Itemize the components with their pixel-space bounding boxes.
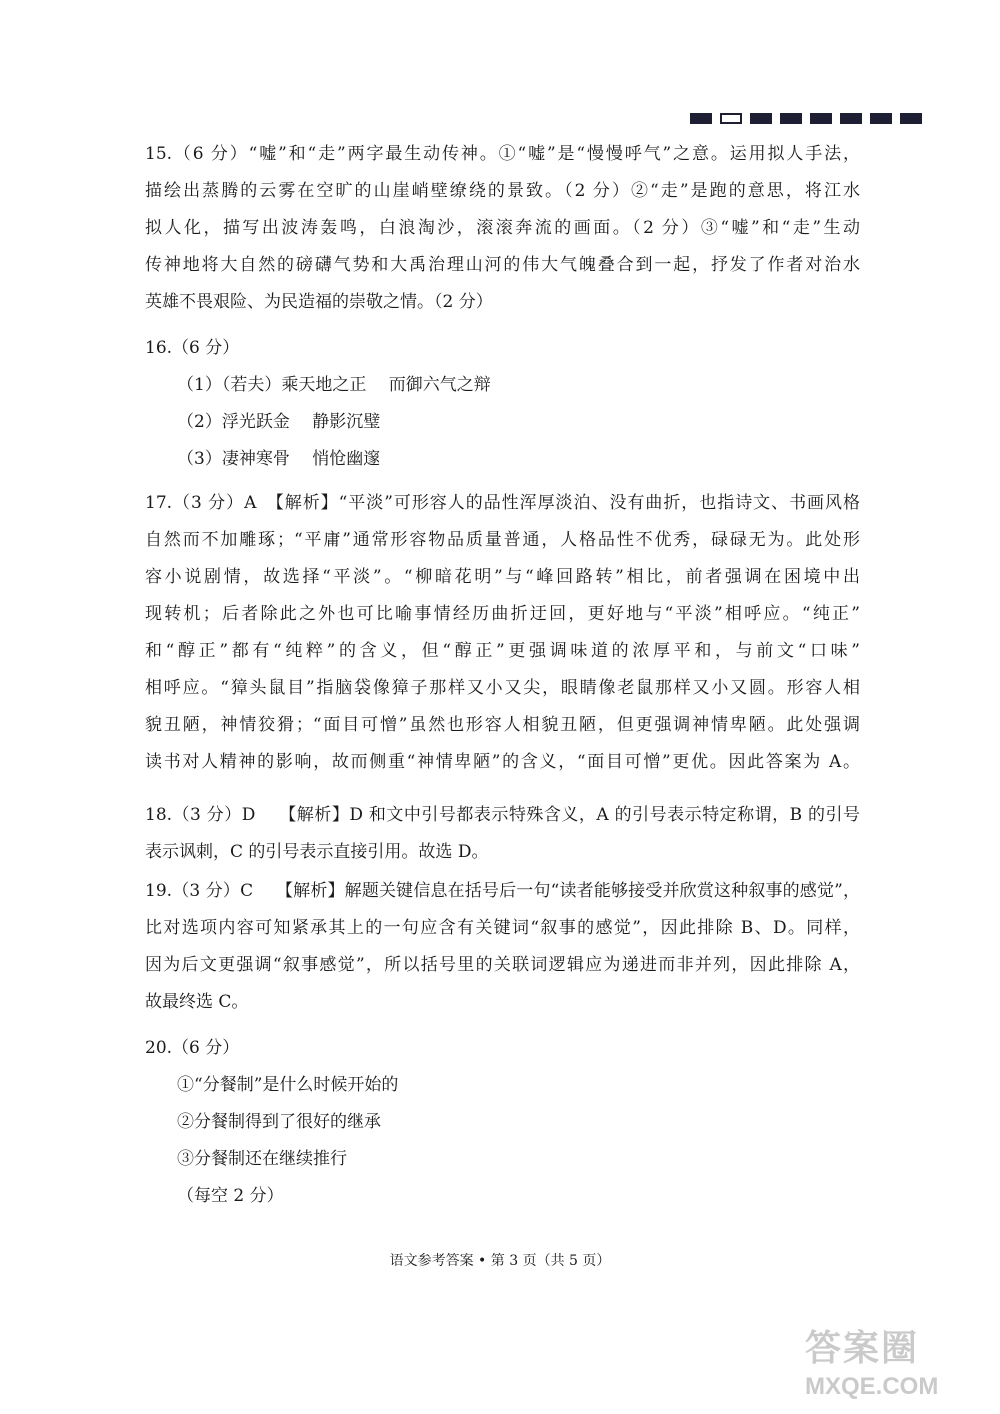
page-marker xyxy=(690,113,712,124)
answer-line: 因为后文更强调“叙事感觉”，所以括号里的关联词逻辑应为递进而非并列，因此排除 A， xyxy=(145,955,860,975)
answer-line: 18.（3 分）D 【解析】D 和文中引号都表示特殊含义，A 的引号表示特定称谓，B 的引号 xyxy=(145,805,860,825)
answer-heading: 20.（6 分） xyxy=(145,1038,240,1058)
watermark-text: 答案圈 xyxy=(805,1327,920,1369)
answer-item: ③分餐制还在继续推行 xyxy=(177,1149,347,1169)
answer-line: 描绘出蒸腾的云雾在空旷的山崖峭壁缭绕的景致。（2 分）②“走”是跑的意思，将江水 xyxy=(145,181,860,201)
answer-line: 现转机；后者除此之外也可比喻事情经历曲折迂回，更好地与“平淡”相呼应。“纯正” xyxy=(145,604,860,624)
answer-heading: 16.（6 分） xyxy=(145,338,240,358)
watermark-url: MXQE.COM xyxy=(805,1373,939,1400)
answer-16 xyxy=(145,330,860,478)
answer-line: 故最终选 C。 xyxy=(145,992,249,1012)
answer-17 xyxy=(145,485,860,781)
answer-line: 17.（3 分）A 【解析】“平淡”可形容人的品性浑厚淡泊、没有曲折，也指诗文、书画风格 xyxy=(145,493,860,513)
page-marker xyxy=(870,113,892,124)
answer-line: 传神地将大自然的磅礴气势和大禹治理山河的伟大气魄叠合到一起，抒发了作者对治水 xyxy=(145,255,860,275)
answer-item: ②分餐制得到了很好的继承 xyxy=(177,1112,381,1132)
answer-item: （1）（若夫）乘天地之正 而御六气之辩 xyxy=(177,375,491,395)
page-marker xyxy=(840,113,862,124)
page-marker-current xyxy=(720,113,742,124)
answer-line: 和“醇正”都有“纯粹”的含义，但“醇正”更强调味道的浓厚平和，与前文“口味” xyxy=(145,641,860,661)
page-marker xyxy=(750,113,772,124)
answer-line: 比对选项内容可知紧承其上的一句应含有关键词“叙事的感觉”，因此排除 B、D。同样， xyxy=(145,918,860,938)
answer-line: 貌丑陋，神情狡猾；“面目可憎”虽然也形容人相貌丑陋，但更强调神情卑陋。此处强调 xyxy=(145,715,860,735)
answer-line: 读书对人精神的影响，故而侧重“神情卑陋”的含义，“面目可憎”更优。因此答案为 A。 xyxy=(145,752,860,772)
answer-item: （2）浮光跃金 静影沉璧 xyxy=(177,412,381,432)
answer-15 xyxy=(145,136,860,321)
answer-line: 容小说剧情，故选择“平淡”。“柳暗花明”与“峰回路转”相比，前者强调在困境中出 xyxy=(145,567,860,587)
answer-line: 19.（3 分）C 【解析】解题关键信息在括号后一句“读者能够接受并欣赏这种叙事的感觉”， xyxy=(145,881,860,901)
answer-line: 15.（6 分）“嘘”和“走”两字最生动传神。①“嘘”是“慢慢呼气”之意。运用拟人手法， xyxy=(145,144,860,164)
header-page-markers xyxy=(690,113,922,124)
answer-20 xyxy=(145,1030,860,1215)
answer-18 xyxy=(145,797,860,871)
page-marker xyxy=(810,113,832,124)
answer-line: 相呼应。“獐头鼠目”指脑袋像獐子那样又小又尖，眼睛像老鼠那样又小又圆。形容人相 xyxy=(145,678,860,698)
answer-line: 英雄不畏艰险、为民造福的崇敬之情。（2 分） xyxy=(145,292,493,312)
page-marker xyxy=(780,113,802,124)
answer-item: ①“分餐制”是什么时候开始的 xyxy=(177,1075,399,1095)
answer-line: 表示讽刺，C 的引号表示直接引用。故选 D。 xyxy=(145,842,489,862)
answer-line: 自然而不加雕琢；“平庸”通常形容物品质量普通，人格品性不优秀，碌碌无为。此处形 xyxy=(145,530,860,550)
watermark-logo xyxy=(805,1320,985,1400)
answer-item: （3）凄神寒骨 悄怆幽邃 xyxy=(177,449,381,469)
answer-item: （每空 2 分） xyxy=(177,1186,284,1206)
page-marker xyxy=(900,113,922,124)
page-footer: 语文参考答案 • 第 3 页（共 5 页） xyxy=(389,1253,611,1269)
answer-line: 拟人化，描写出波涛轰鸣，白浪淘沙，滚滚奔流的画面。（2 分）③“嘘”和“走”生动 xyxy=(145,218,860,238)
answer-19 xyxy=(145,873,860,1021)
